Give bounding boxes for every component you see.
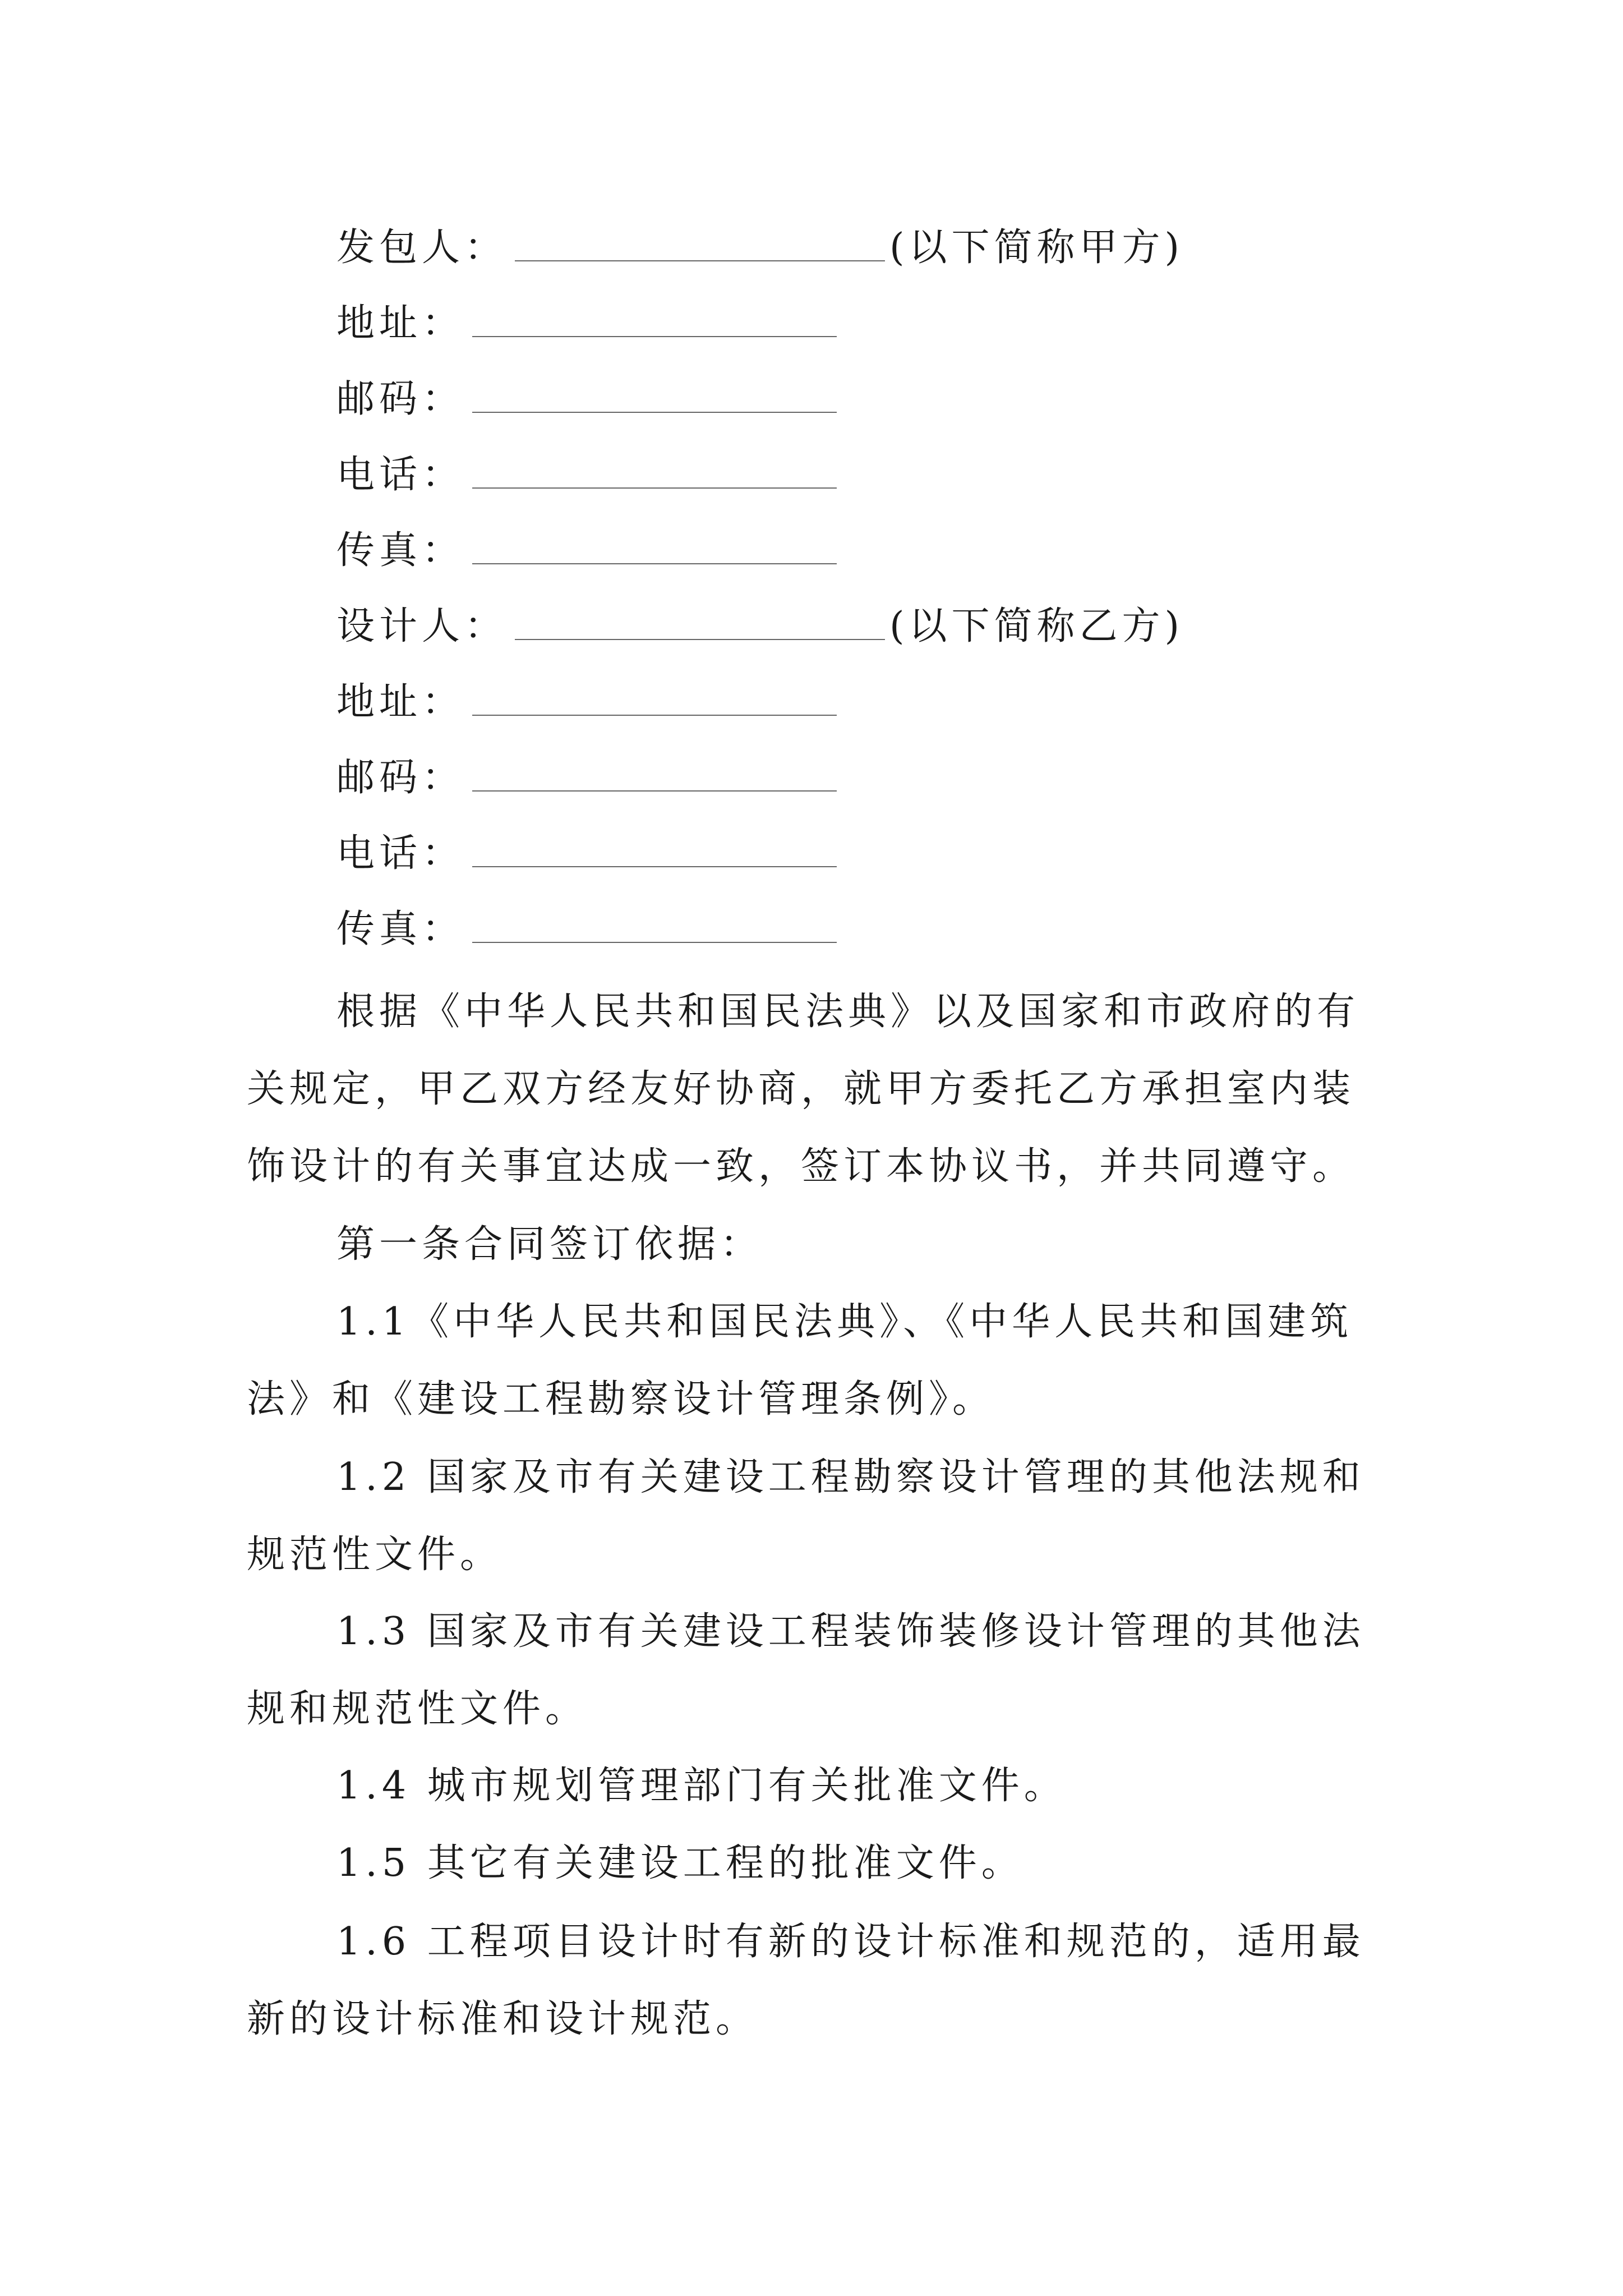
- party-a-name-blank[interactable]: [515, 227, 885, 261]
- party-b-postcode-row: [336, 743, 837, 805]
- party-b-fax-blank[interactable]: [472, 908, 837, 943]
- party-a-address-label: 地址：: [336, 301, 465, 346]
- party-b-postcode-label: 邮码：: [336, 755, 465, 800]
- article-1-item-1-3: 1.3 国家及市有关建设工程装饰装修设计管理的其他法规和规范性文件。: [247, 1609, 1365, 1731]
- party-a-postcode-blank[interactable]: [472, 378, 837, 413]
- party-a-fax-row: [336, 516, 837, 578]
- party-b-name-note: (以下简称乙方): [889, 604, 1184, 648]
- article-1-item-1-1: 1.1《中华人民共和国民法典》、《中华人民共和国建筑法》和《建设工程勘察设计管理条例》。: [247, 1300, 1353, 1421]
- party-b-fax-label: 传真：: [336, 907, 465, 951]
- party-a-phone-label: 电话：: [336, 452, 465, 497]
- party-a-fax-label: 传真：: [336, 528, 465, 573]
- article-1-heading: 第一条合同签订依据：: [336, 1222, 763, 1267]
- party-b-phone-row: [336, 819, 837, 881]
- article-1-item-1-5: 1.5 其它有关建设工程的批准文件。: [336, 1841, 1024, 1885]
- party-b-name-row: [336, 592, 1184, 654]
- party-b-name-blank[interactable]: [515, 605, 885, 640]
- party-a-address-blank[interactable]: [472, 302, 837, 337]
- article-1-item-1-4: 1.4 城市规划管理部门有关批准文件。: [336, 1764, 1067, 1808]
- party-a-name-row: [336, 213, 1184, 275]
- party-b-name-label: 设计人：: [336, 604, 508, 648]
- party-b-postcode-blank[interactable]: [472, 757, 837, 792]
- party-a-address-row: [336, 289, 837, 351]
- party-b-phone-blank[interactable]: [472, 832, 837, 867]
- party-a-phone-row: [336, 440, 837, 502]
- party-a-name-note: (以下简称甲方): [889, 225, 1184, 270]
- article-1-item-1-6: 1.6 工程项目设计时有新的设计标准和规范的，适用最新的设计标准和设计规范。: [247, 1920, 1365, 2041]
- party-b-address-blank[interactable]: [472, 681, 837, 716]
- party-a-fax-blank[interactable]: [472, 530, 837, 564]
- party-a-postcode-row: [336, 365, 837, 426]
- party-a-phone-blank[interactable]: [472, 454, 837, 489]
- party-a-postcode-label: 邮码：: [336, 376, 465, 421]
- preamble-paragraph: 根据《中华人民共和国民法典》以及国家和市政府的有关规定，甲乙双方经友好协商，就甲方委托乙方承担室内装饰设计的有关事宜达成一致，签订本协议书，并共同遵守。: [247, 990, 1360, 1189]
- party-a-name-label: 发包人：: [336, 225, 508, 270]
- party-b-address-row: [336, 668, 837, 729]
- party-b-fax-row: [336, 895, 837, 956]
- article-1-item-1-2: 1.2 国家及市有关建设工程勘察设计管理的其他法规和规范性文件。: [247, 1455, 1365, 1577]
- party-b-address-label: 地址：: [336, 679, 465, 724]
- party-b-phone-label: 电话：: [336, 831, 465, 876]
